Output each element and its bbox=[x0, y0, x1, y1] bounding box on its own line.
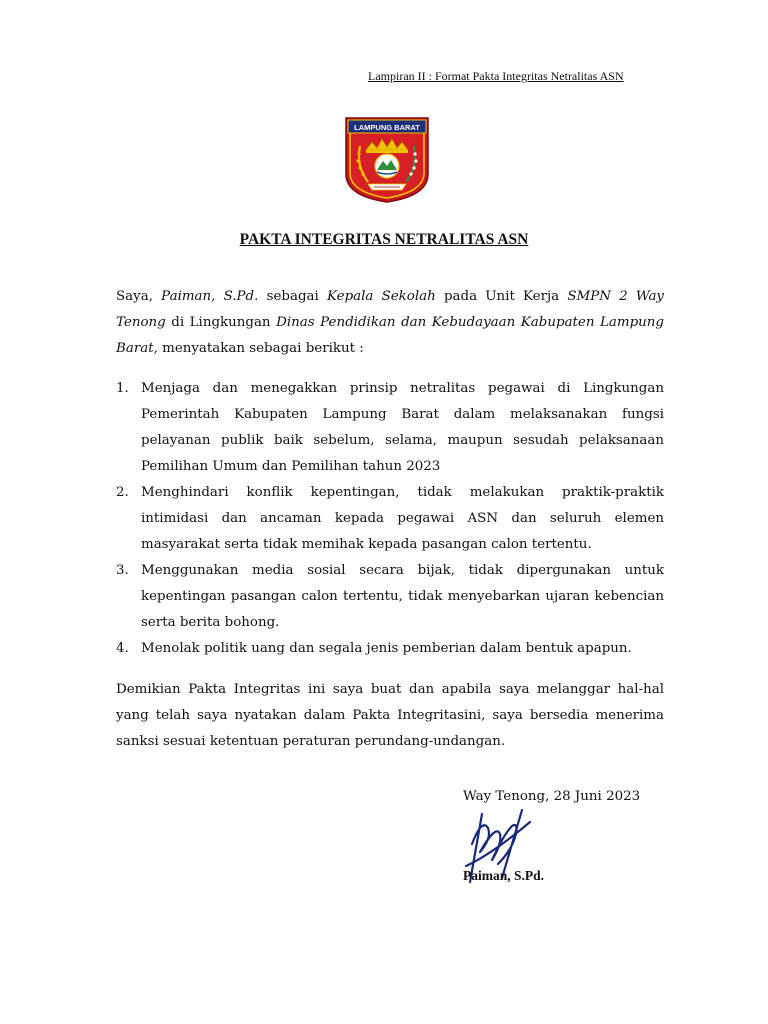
intro-di-lingkungan: di Lingkungan bbox=[171, 315, 271, 330]
signer-name: Paiman, S.Pd. bbox=[463, 868, 545, 883]
list-item-text: Menghindari konflik kepentingan, tidak melakukan praktik-praktik intimidasi dan ancaman kepada pegawai ASN dan seluruh elemen masyarakat serta tidak memihak kepada pasangan calon tertentu. bbox=[141, 485, 664, 552]
intro-paragraph bbox=[116, 284, 664, 362]
intro-sebagai: sebagai bbox=[266, 289, 319, 304]
lampung-barat-logo-icon bbox=[344, 116, 430, 204]
intro-pada-unit: pada Unit Kerja bbox=[443, 289, 560, 304]
intro-position: Kepala Sekolah bbox=[327, 289, 436, 304]
closing-paragraph: Demikian Pakta Integritas ini saya buat dan apabila saya melanggar hal-hal yang telah saya nyatakan dalam Pakta Integritasini, saya bersedia menerima sanksi sesuai ketentuan peraturan perundang-undangan. bbox=[116, 682, 664, 749]
intro-closing: menyatakan sebagai berikut : bbox=[162, 341, 364, 356]
list-item bbox=[116, 558, 664, 636]
intro-name: Paiman, S.Pd. bbox=[161, 289, 259, 304]
list-item-text: Menolak politik uang dan segala jenis pemberian dalam bentuk apapun. bbox=[141, 641, 632, 656]
svg-text:LAMPUNG BARAT: LAMPUNG BARAT bbox=[354, 123, 420, 132]
place-date: Way Tenong, 28 Juni 2023 bbox=[463, 789, 641, 804]
list-item-number: 4. bbox=[116, 641, 129, 656]
statement-list bbox=[116, 376, 664, 662]
intro-saya: Saya, bbox=[116, 289, 153, 304]
intro-agency: Dinas Pendidikan dan Kebudayaan Kabupaten Lampung Barat, bbox=[116, 315, 664, 356]
list-item-text: Menggunakan media sosial secara bijak, tidak dipergunakan untuk kepentingan pasangan calon tertentu, tidak menyebarkan ujaran kebencian serta berita bohong. bbox=[141, 563, 664, 630]
document-title: PAKTA INTEGRITAS NETRALITAS ASN bbox=[239, 231, 529, 248]
list-item bbox=[116, 480, 664, 558]
list-item-number: 2. bbox=[116, 485, 129, 500]
list-item-number: 3. bbox=[116, 563, 129, 578]
list-item-text: Menjaga dan menegakkan prinsip netralitas pegawai di Lingkungan Pemerintah Kabupaten Lampung Barat dalam melaksanakan fungsi pelayanan publik baik sebelum, selama, maupun sesudah pelaksanaan Pemilihan Umum dan Pemilihan tahun 2023 bbox=[141, 381, 664, 474]
list-item-number: 1. bbox=[116, 381, 129, 396]
list-item bbox=[116, 636, 664, 662]
intro-unit: SMPN 2 Way Tenong bbox=[116, 289, 664, 330]
attachment-header: Lampiran II : Format Pakta Integritas Netralitas ASN bbox=[368, 69, 624, 83]
list-item bbox=[116, 376, 664, 480]
